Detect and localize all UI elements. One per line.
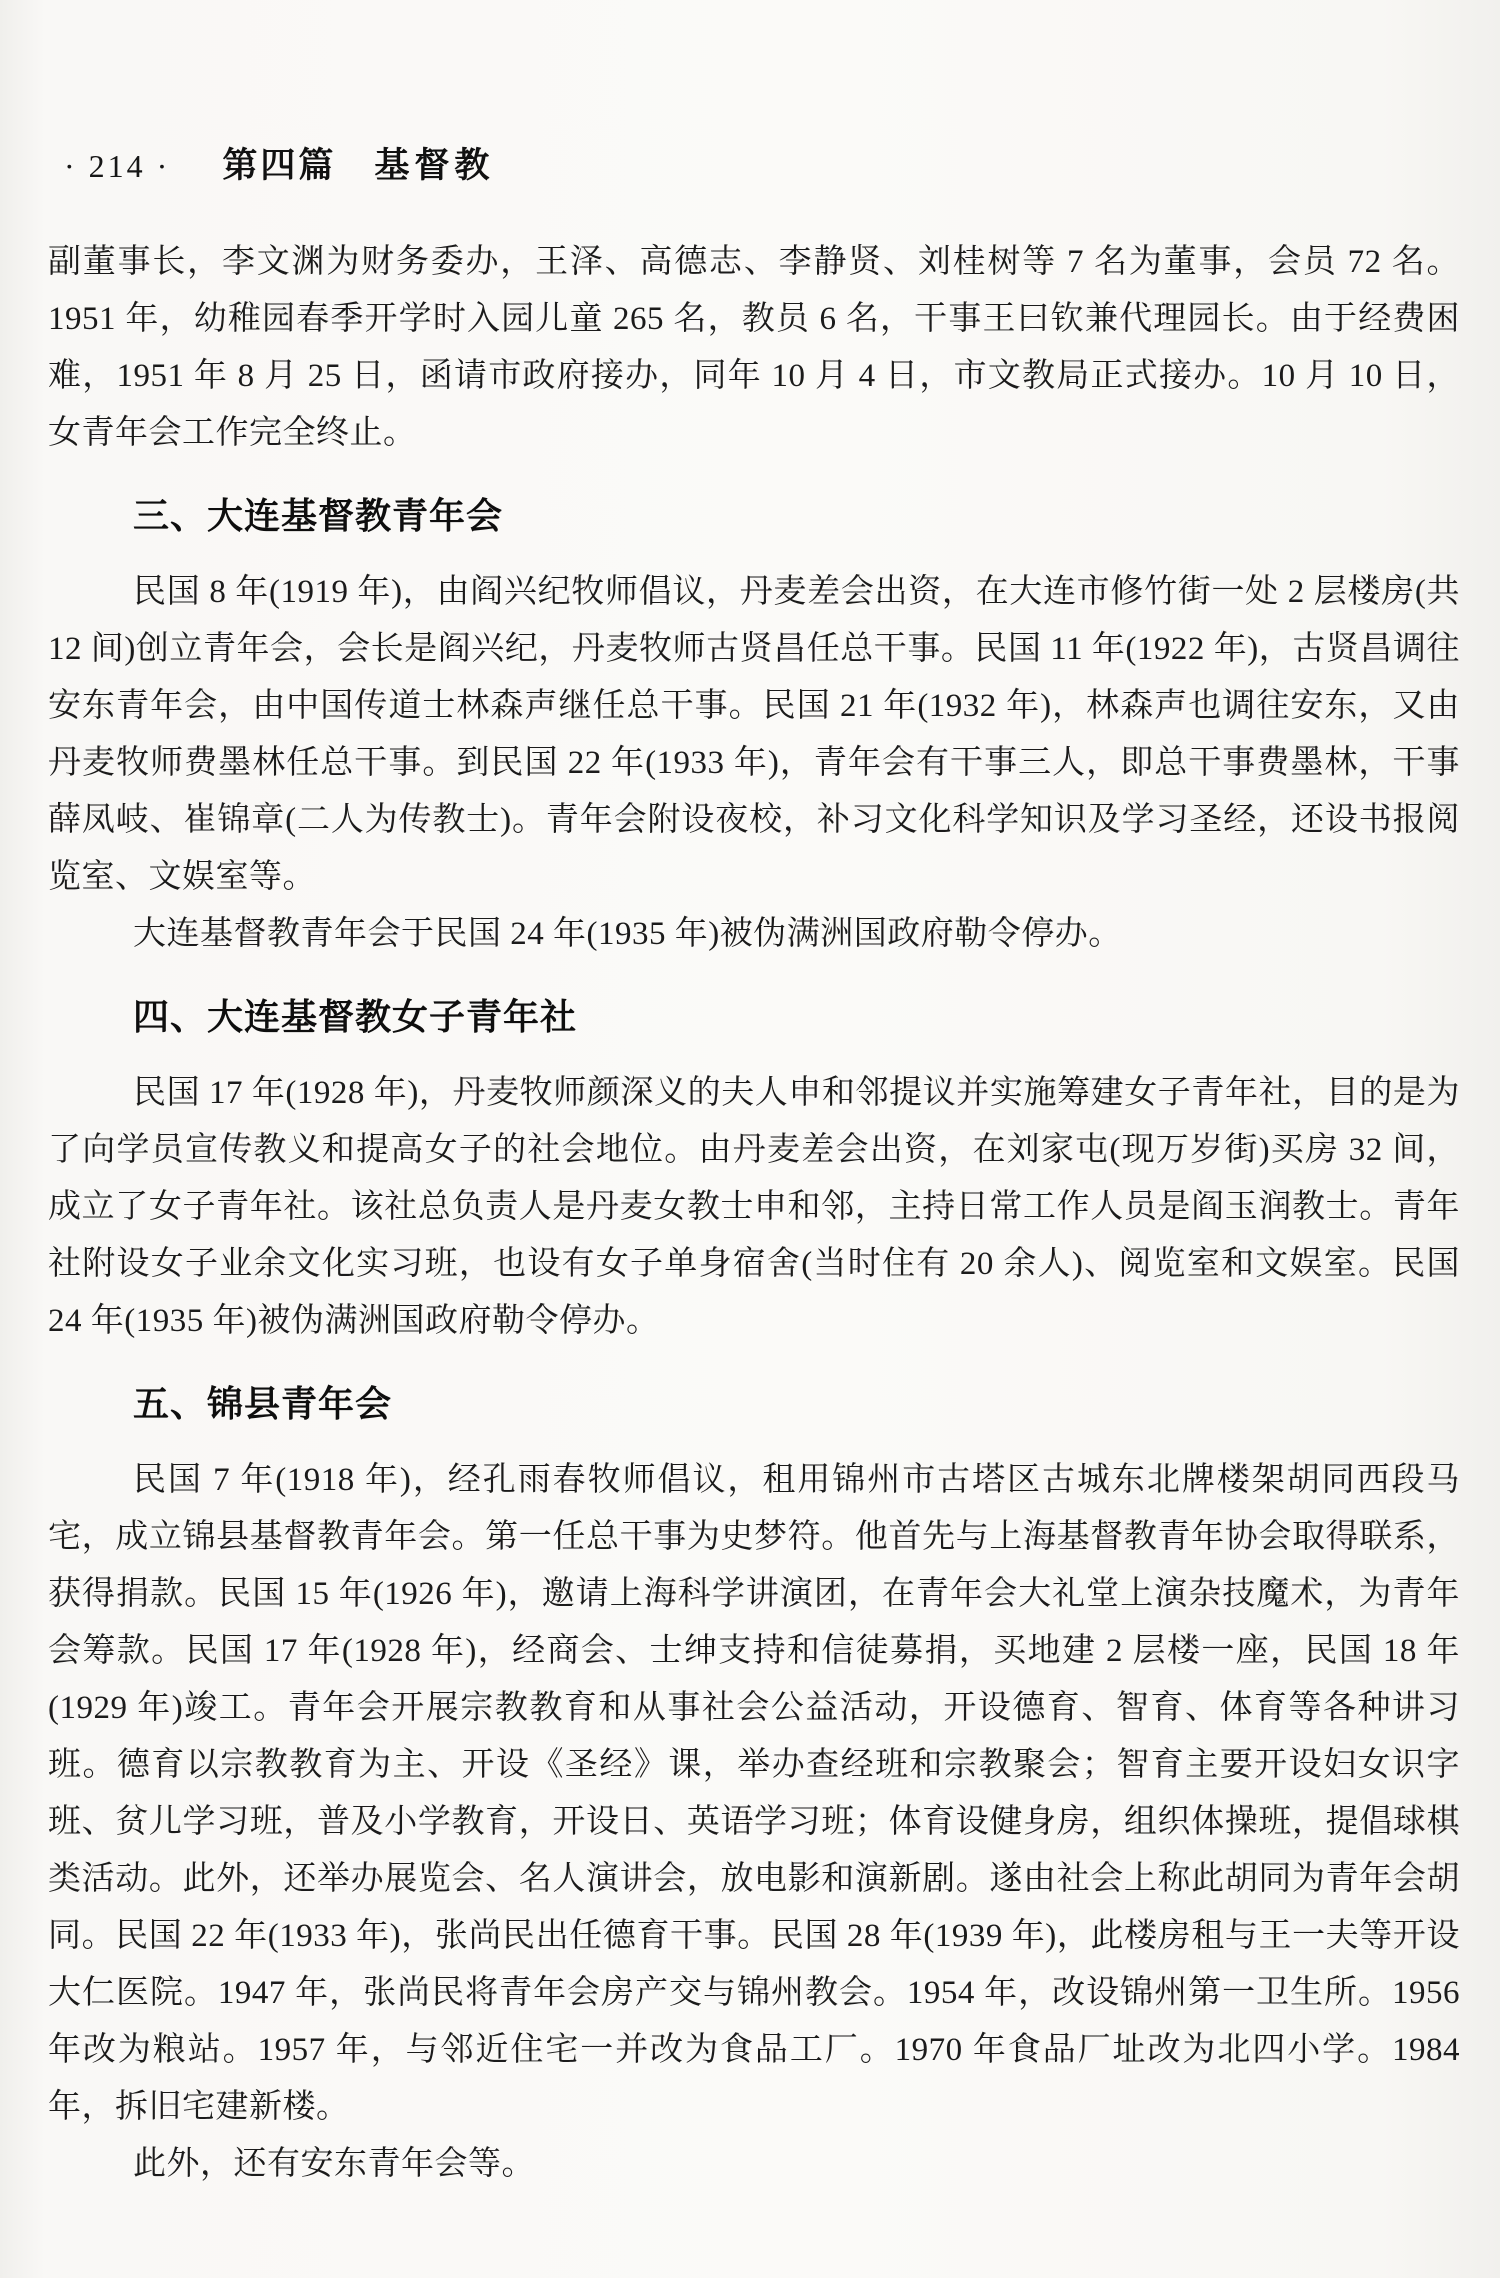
page-number: · 214 · bbox=[64, 148, 171, 184]
page-header bbox=[64, 138, 1460, 188]
section-title: 基督教 bbox=[374, 146, 495, 185]
paragraph-intro-continuation: 副董事长，李文渊为财务委办，王泽、高德志、李静贤、刘桂树等 7 名为董事，会员 72 名。1951 年，幼稚园春季开学时入园儿童 265 名，教员 6 名，干事王曰钦兼代理园长。由于经费困难，1951 年 8 月 25 日，函请市政府接办，同年 10 月 4 日，市文教局正式接办。10 月 10 日，女青年会工作完全终止。 bbox=[48, 244, 1460, 451]
section-label: 第四篇 bbox=[222, 146, 337, 185]
paragraph-closing-note: 此外，还有安东青年会等。 bbox=[133, 2146, 535, 2182]
page-body bbox=[48, 234, 1460, 2193]
paragraph-section-3-history: 民国 8 年(1919 年)，由阎兴纪牧师倡议，丹麦差会出资，在大连市修竹街一处 2 层楼房(共 12 间)创立青年会，会长是阎兴纪，丹麦牧师古贤昌任总干事。民国 11 年(1922 年)，古贤昌调往安东青年会，由中国传道士林森声继任总干事。民国 21 年(1932 年)，林森声也调往安东，又由丹麦牧师费墨林任总干事。到民国 22 年(1933 年)，青年会有干事三人，即总干事费墨林，干事薛凤岐、崔锦章(二人为传教士)。青年会附设夜校，补习文化科学知识及学习圣经，还设书报阅览室、文娱室等。 bbox=[48, 574, 1460, 895]
paragraph-section-5-history: 民国 7 年(1918 年)，经孔雨春牧师倡议，租用锦州市古塔区古城东北牌楼架胡同西段马宅，成立锦县基督教青年会。第一任总干事为史梦符。他首先与上海基督教青年协会取得联系，获得捐款。民国 15 年(1926 年)，邀请上海科学讲演团，在青年会大礼堂上演杂技魔术，为青年会筹款。民国 17 年(1928 年)，经商会、士绅支持和信徒募捐，买地建 2 层楼一座，民国 18 年(1929 年)竣工。青年会开展宗教教育和从事社会公益活动，开设德育、智育、体育等各种讲习班。德育以宗教教育为主、开设《圣经》课，举办查经班和宗教聚会；智育主要开设妇女识字班、贫儿学习班，普及小学教育，开设日、英语学习班；体育设健身房，组织体操班，提倡球棋类活动。此外，还举办展览会、名人演讲会，放电影和演新剧。遂由社会上称此胡同为青年会胡同。民国 22 年(1933 年)，张尚民出任德育干事。民国 28 年(1939 年)，此楼房租与王一夫等开设大仁医院。1947 年，张尚民将青年会房产交与锦州教会。1954 年，改设锦州第一卫生所。1956 年改为粮站。1957 年，与邻近住宅一并改为食品工厂。1970 年食品厂址改为北四小学。1984 年，拆旧宅建新楼。 bbox=[48, 1462, 1460, 2125]
heading-section-3-dalian-ymca: 三、大连基督教青年会 bbox=[133, 495, 504, 536]
paragraph-section-4-history: 民国 17 年(1928 年)，丹麦牧师颜深义的夫人申和邻提议并实施筹建女子青年社，目的是为了向学员宣传教义和提高女子的社会地位。由丹麦差会出资，在刘家屯(现万岁街)买房 32 间，成立了女子青年社。该社总负责人是丹麦女教士申和邻，主持日常工作人员是阎玉润教士。青年社附设女子业余文化实习班，也设有女子单身宿舍(当时住有 20 余人)、阅览室和文娱室。民国 24 年(1935 年)被伪满洲国政府勒令停办。 bbox=[48, 1075, 1460, 1339]
heading-section-5-jinxian-ymca: 五、锦县青年会 bbox=[133, 1383, 393, 1424]
paragraph-section-3-closure: 大连基督教青年会于民国 24 年(1935 年)被伪满洲国政府勒令停办。 bbox=[133, 916, 1122, 952]
heading-section-4-dalian-women-society: 四、大连基督教女子青年社 bbox=[133, 996, 578, 1037]
